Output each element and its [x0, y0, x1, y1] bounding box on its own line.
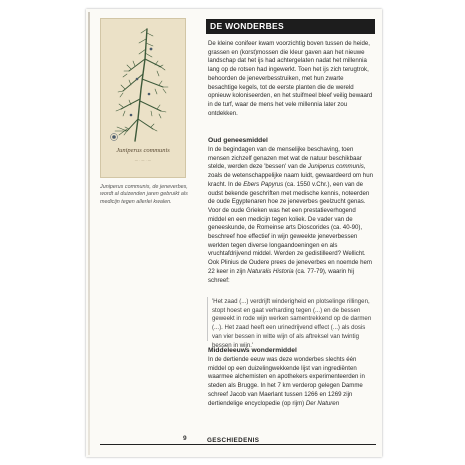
heading-middeleeuws: Middeleeuws wondermiddel [208, 347, 297, 354]
pliny-quote: 'Het zaad (...) verdrijft winderigheid en plotselinge rillingen, stopt hoest en gaat verharding tegen (...) en de bessen geweekt in rode wijn werken samentrekkend op de darmen (...). Het zaad heeft een urinedrijvend effect (...) als dosis van vier bessen in witte wijn of als aftreksel van twintig bessen in wijn.' [212, 298, 372, 349]
botanical-plate [100, 18, 186, 178]
intro-paragraph: De kleine conifeer kwam voorzichtig boven tussen de heide, grassen en (korst)mossen die kleur gaven aan het nieuwe landschap dat het ijs had achtergelaten nadat het millennia lang op de rotsen had ingewerkt. Toen het ijs zich terugtrok, behoorden de jeneverbesstruiken, met hun zwarte besachtige kegels, tot de eerste planten die de wereld opnieuw koloniseerden, en het stuifmeel bleef veilig bewaard in de turf, waar de mens het vele millennia later zou ontdekken. [208, 40, 373, 117]
footer-rule [100, 444, 376, 445]
page-spine [88, 12, 90, 455]
quote-rule [207, 297, 208, 341]
body-paragraph-2: In de dertiende eeuw was deze wonderbes slechts één middel op een duizelingwekkende lijst van ingrediënten waarmee alchemisten en apothekers experimenteerden in steden als Brugge. In het 7 km verderop gelegen Damme schreef Jacob van Maerlant tussen 1266 en 1269 zijn dertiendelige encyclopedie (op rijm) Der Naturen [208, 356, 365, 407]
figure-caption: Juniperus communis, de jeneverbes, wordt al duizenden jaren gebruikt als medicijn tegen allerlei kwalen. [100, 184, 188, 205]
section-name: GESCHIEDENIS [207, 437, 260, 444]
body-paragraph-1: In de begindagen van de menselijke beschaving, toen mensen zichzelf genazen met wat de natuur beschikbaar stelde, werden deze 'bessen' van de Juniperus communis, zoals de wetenschappelijke naam luidt, gewaardeerd om hun kracht. In de Ebers Papyrus (ca. 1550 v.Chr.), een van de oudst bekende geschriften met medische kennis, noteerden de oude Egyptenaren hoe ze jeneverbes geelzucht genas. Voor de oude Grieken was het een prestatieverhogend middel en een medicijn tegen koliek. De vader van de geneeskunde, de Romeinse arts Dioscorides (ca. 40-90), beschreef hoe effectief in wijn geweekte jeneverbessen werkten tegen diverse longaandoeningen en als vruchtafdrijvend middel. Werden ze gedistilleerd? Wellicht. Ook Plinius de Oudere prees de jeneverbes en noemde hem 22 keer in zijn Naturalis Historia (ca. 77-79), waarin hij schreef: [208, 146, 373, 284]
plate-sublabel: — · — · — [134, 158, 152, 162]
chapter-title: DE WONDERBES [206, 19, 375, 34]
page-number: 9 [183, 435, 187, 442]
plate-label: Juniperus communis [116, 147, 170, 154]
heading-oud-geneesmiddel: Oud geneesmiddel [208, 137, 268, 144]
